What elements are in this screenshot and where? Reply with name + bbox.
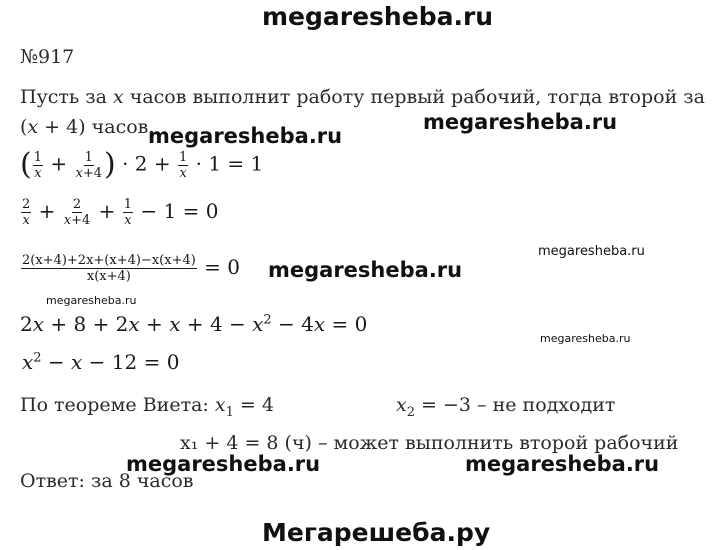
watermark: megaresheba.ru [268, 258, 463, 282]
equation-3 [20, 254, 240, 283]
vieta-x2: $x_2 = -3$ – не подходит [396, 394, 616, 420]
answer: Ответ: за 8 часов [20, 470, 194, 492]
watermark: megaresheba.ru [465, 452, 660, 476]
intro-line-2: (x + 4) часов. [20, 116, 155, 138]
watermark: megaresheba.ru [126, 452, 321, 476]
watermark: megaresheba.ru [540, 332, 631, 345]
equation-5: $x^2 - x - 12 = 0$ [22, 350, 180, 374]
watermark: megaresheba.ru [423, 110, 618, 134]
equation-4: $2x + 8 + 2x + x + 4 - x^2 - 4x = 0$ [20, 312, 368, 336]
watermark: megaresheba.ru [538, 244, 645, 259]
eq3-rhs: = 0 [204, 255, 241, 279]
equation-1: ( $\frac{1}{x}$ + $\frac{1}{x+4}$ ) · 2 + $\frac{1}{x}$ · 1 = 1 [20, 147, 264, 182]
equation-2: $\frac{2}{x}$ + $\frac{2}{x+4}$ + $\frac{1}{x}$ − 1 = 0 [22, 197, 219, 228]
eq3-numerator: 2(x+4)+2x+(x+4)−x(x+4) [22, 253, 196, 268]
intro-line-1: Пусть за x часов выполнит работу первый рабочий, тогда второй за [20, 86, 705, 108]
watermark: megaresheba.ru [148, 124, 343, 148]
watermark: megaresheba.ru [46, 294, 137, 307]
result-line: x₁ + 4 = 8 (ч) – может выполнить второй рабочий [180, 432, 679, 454]
site-footer: Мегарешеба.ру [262, 518, 491, 547]
problem-number: №917 [20, 46, 75, 68]
eq3-denominator: x(x+4) [86, 269, 131, 284]
vieta-label: По теореме Виета: $x_1 = 4$ [20, 394, 274, 420]
site-header: megaresheba.ru [262, 2, 494, 31]
